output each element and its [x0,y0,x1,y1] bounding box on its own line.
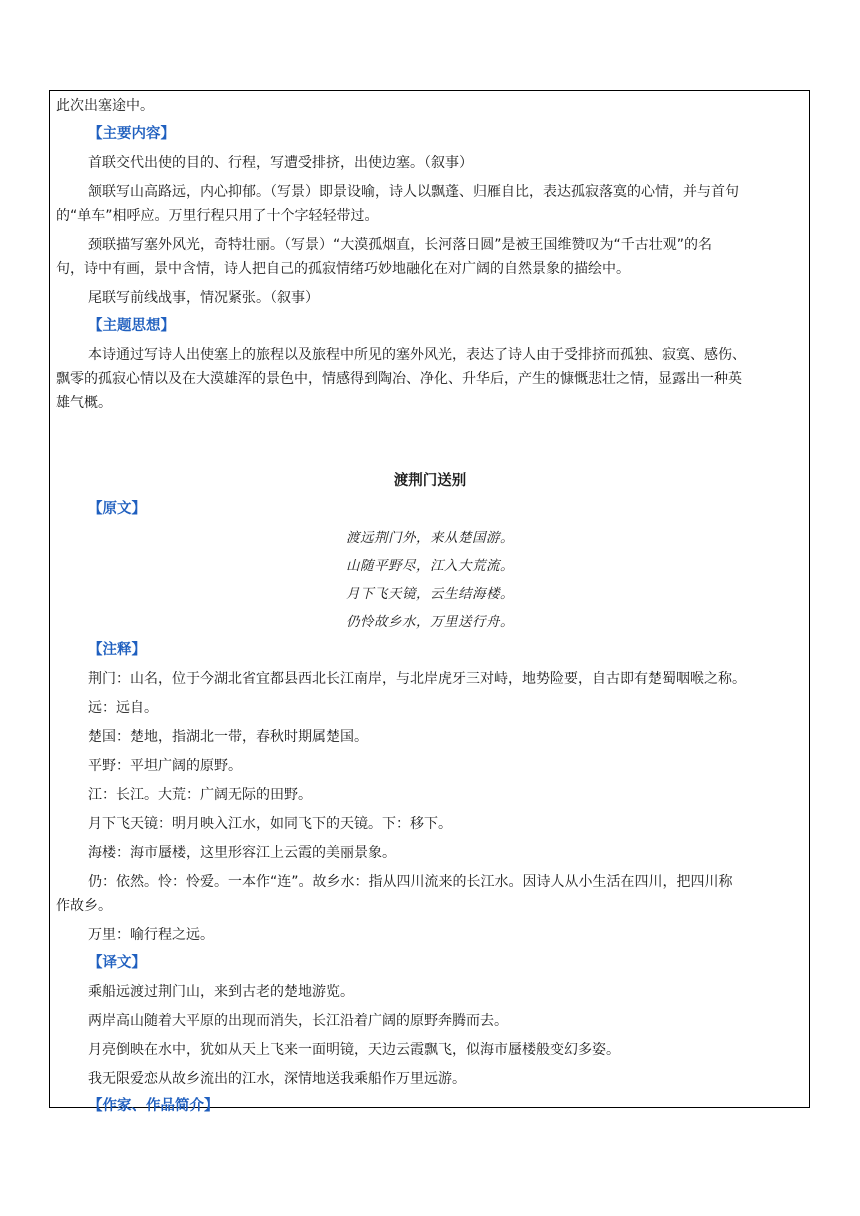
note-item: 万里：喻行程之远。 [88,927,214,943]
note-item: 江：长江。大荒：广阔无际的田野。 [88,787,312,803]
translation-line: 两岸高山随着大平原的出现而消失，长江沿着广阔的原野奔腾而去。 [88,1013,508,1029]
poem-line: 山随平野尽，江入大荒流。 [346,558,514,574]
translation-line: 我无限爱恋从故乡流出的江水，深情地送我乘船作万里远游。 [88,1071,466,1087]
translation-line: 乘船远渡过荆门山，来到古老的楚地游览。 [88,984,354,1000]
heading-author-intro: 【作家、作品简介】 [88,1098,219,1114]
heading-main-content: 【主要内容】 [88,126,175,142]
heading-theme: 【主题思想】 [88,318,175,334]
paragraph-continued: 飘零的孤寂心情以及在大漠雄浑的景色中，情感得到陶冶、净化、升华后，产生的慷慨悲壮之情，显露出一种英 [56,371,742,387]
paragraph: 颈联描写塞外风光，奇特壮丽。（写景）“大漠孤烟直，长河落日圆”是被王国维赞叹为“千古壮观”的名 [88,237,713,253]
note-item: 平野：平坦广阔的原野。 [88,758,242,774]
paragraph-continued: 的“单车”相呼应。万里行程只用了十个字轻轻带过。 [56,208,379,224]
poem-line: 月下飞天镜，云生结海楼。 [346,586,514,602]
paragraph: 颔联写山高路远，内心抑郁。（写景）即景设喻，诗人以飘蓬、归雁自比，表达孤寂落寞的心情，并与首句 [88,184,739,200]
heading-notes: 【注释】 [88,642,146,658]
note-item: 荆门：山名，位于今湖北省宜都县西北长江南岸，与北岸虎牙三对峙，地势险要，自古即有楚蜀咽喉之称。 [88,671,746,687]
paragraph-continued: 句，诗中有画，景中含情，诗人把自己的孤寂情绪巧妙地融化在对广阔的自然景象的描绘中。 [56,261,630,277]
note-item-continued: 作故乡。 [56,898,112,914]
note-item: 仍：依然。怜：怜爱。一本作“连”。故乡水：指从四川流来的长江水。因诗人从小生活在四川，把四川称 [88,874,733,890]
poem-line: 仍怜故乡水，万里送行舟。 [346,614,514,630]
continuation-text: 此次出塞途中。 [56,98,154,114]
paragraph: 尾联写前线战事，情况紧张。（叙事） [88,290,319,306]
translation-line: 月亮倒映在水中，犹如从天上飞来一面明镜，天边云霞飘飞，似海市蜃楼般变幻多姿。 [88,1042,620,1058]
paragraph-continued: 雄气概。 [56,395,112,411]
heading-translation: 【译文】 [88,955,146,971]
note-item: 海楼：海市蜃楼，这里形容江上云霞的美丽景象。 [88,845,396,861]
note-item: 远：远自。 [88,700,158,716]
poem-title: 渡荆门送别 [393,473,467,489]
note-item: 楚国：楚地，指湖北一带，春秋时期属楚国。 [88,729,368,745]
poem-line: 渡远荆门外，来从楚国游。 [346,530,514,546]
note-item: 月下飞天镜：明月映入江水，如同飞下的天镜。下：移下。 [88,816,452,832]
heading-original: 【原文】 [88,501,146,517]
paragraph: 本诗通过写诗人出使塞上的旅程以及旅程中所见的塞外风光，表达了诗人由于受排挤而孤独、寂寞、感伤、 [88,347,746,363]
paragraph: 首联交代出使的目的、行程，写遭受排挤，出使边塞。（叙事） [88,155,473,171]
